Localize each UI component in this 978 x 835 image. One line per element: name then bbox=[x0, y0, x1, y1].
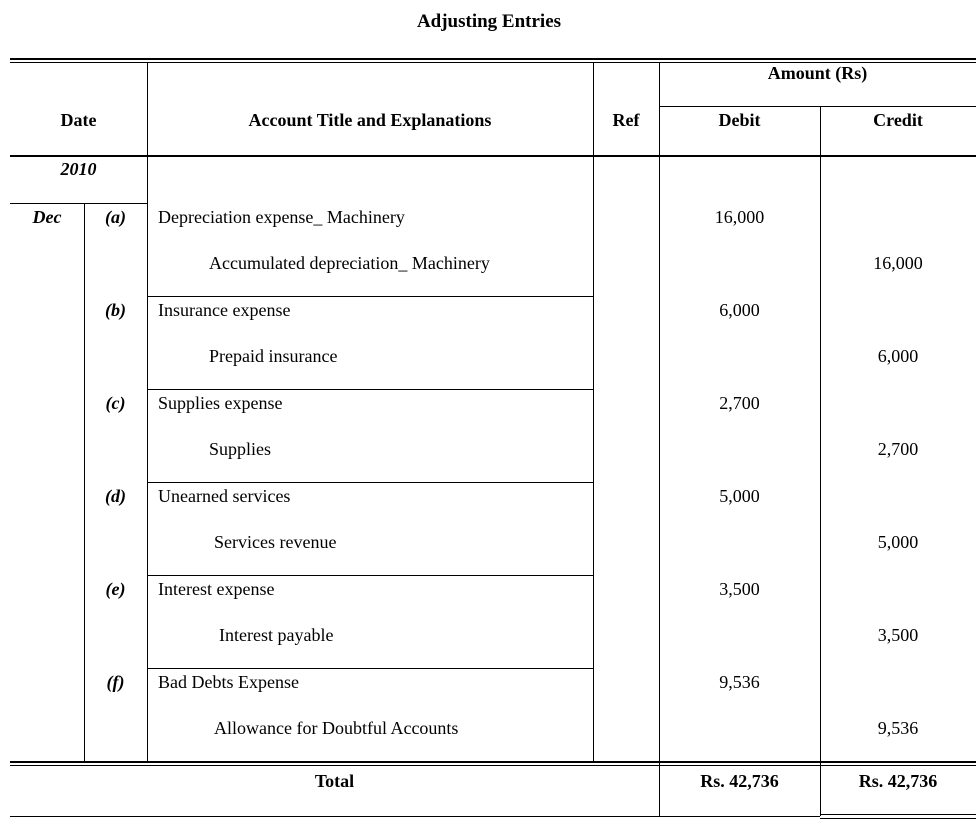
month-label: Dec bbox=[32, 207, 62, 227]
credit-amount: 6,000 bbox=[877, 346, 919, 366]
credit-underline bbox=[820, 814, 976, 815]
entry-label: (a) bbox=[105, 207, 126, 227]
entry-separator bbox=[147, 389, 593, 390]
debit-account: Depreciation expense_ Machinery bbox=[158, 207, 405, 227]
debit-col-border bbox=[659, 62, 660, 816]
account-col-border bbox=[147, 62, 148, 762]
header-debit: Debit bbox=[718, 110, 761, 130]
entry-separator bbox=[147, 482, 593, 483]
credit-amount: 5,000 bbox=[877, 532, 919, 552]
debit-account: Bad Debts Expense bbox=[158, 672, 299, 692]
entry-label: (f) bbox=[106, 672, 125, 692]
credit-amount: 2,700 bbox=[877, 439, 919, 459]
entry-label: (b) bbox=[105, 300, 126, 320]
top-rule bbox=[10, 58, 976, 60]
header-amount: Amount (Rs) bbox=[767, 63, 868, 83]
credit-account: Supplies bbox=[209, 439, 272, 459]
credit-account: Services revenue bbox=[214, 532, 337, 552]
year-rule bbox=[10, 203, 147, 204]
header-date: Date bbox=[60, 110, 97, 130]
debit-amount: 16,000 bbox=[714, 207, 765, 227]
debit-account: Insurance expense bbox=[158, 300, 291, 320]
total-top-rule-inner bbox=[10, 765, 976, 766]
entry-label: (e) bbox=[105, 579, 126, 599]
credit-amount: 9,536 bbox=[877, 718, 919, 738]
debit-amount: 9,536 bbox=[719, 672, 760, 692]
credit-account: Prepaid insurance bbox=[209, 346, 338, 366]
amount-rule bbox=[659, 106, 976, 107]
credit-account: Interest payable bbox=[219, 625, 334, 645]
credit-amount: 16,000 bbox=[873, 253, 923, 273]
header-credit: Credit bbox=[873, 110, 923, 130]
debit-amount: 2,700 bbox=[719, 393, 760, 413]
total-credit: Rs. 42,736 bbox=[858, 771, 938, 791]
ref-col-border bbox=[593, 62, 594, 762]
debit-account: Unearned services bbox=[158, 486, 291, 506]
header-account: Account Title and Explanations bbox=[248, 110, 492, 130]
debit-amount: 6,000 bbox=[719, 300, 760, 320]
header-rule bbox=[10, 155, 976, 157]
entry-label: (c) bbox=[105, 393, 126, 413]
total-label: Total bbox=[314, 771, 355, 791]
debit-amount: 3,500 bbox=[719, 579, 760, 599]
page-title: Adjusting Entries bbox=[416, 11, 562, 32]
entry-separator bbox=[147, 296, 593, 297]
header-ref: Ref bbox=[612, 110, 640, 130]
entry-separator bbox=[147, 668, 593, 669]
credit-col-border bbox=[820, 106, 821, 816]
bottom-rule bbox=[10, 816, 820, 817]
entry-label: (d) bbox=[105, 486, 126, 506]
total-debit: Rs. 42,736 bbox=[700, 771, 779, 791]
credit-underline-2 bbox=[820, 818, 976, 819]
credit-amount: 3,500 bbox=[877, 625, 919, 645]
total-top-rule bbox=[10, 761, 976, 763]
debit-account: Interest expense bbox=[158, 579, 275, 599]
debit-amount: 5,000 bbox=[719, 486, 760, 506]
credit-account: Accumulated depreciation_ Machinery bbox=[209, 253, 490, 273]
entry-separator bbox=[147, 575, 593, 576]
debit-account: Supplies expense bbox=[158, 393, 283, 413]
credit-account: Allowance for Doubtful Accounts bbox=[214, 718, 459, 738]
year-label: 2010 bbox=[60, 159, 97, 179]
